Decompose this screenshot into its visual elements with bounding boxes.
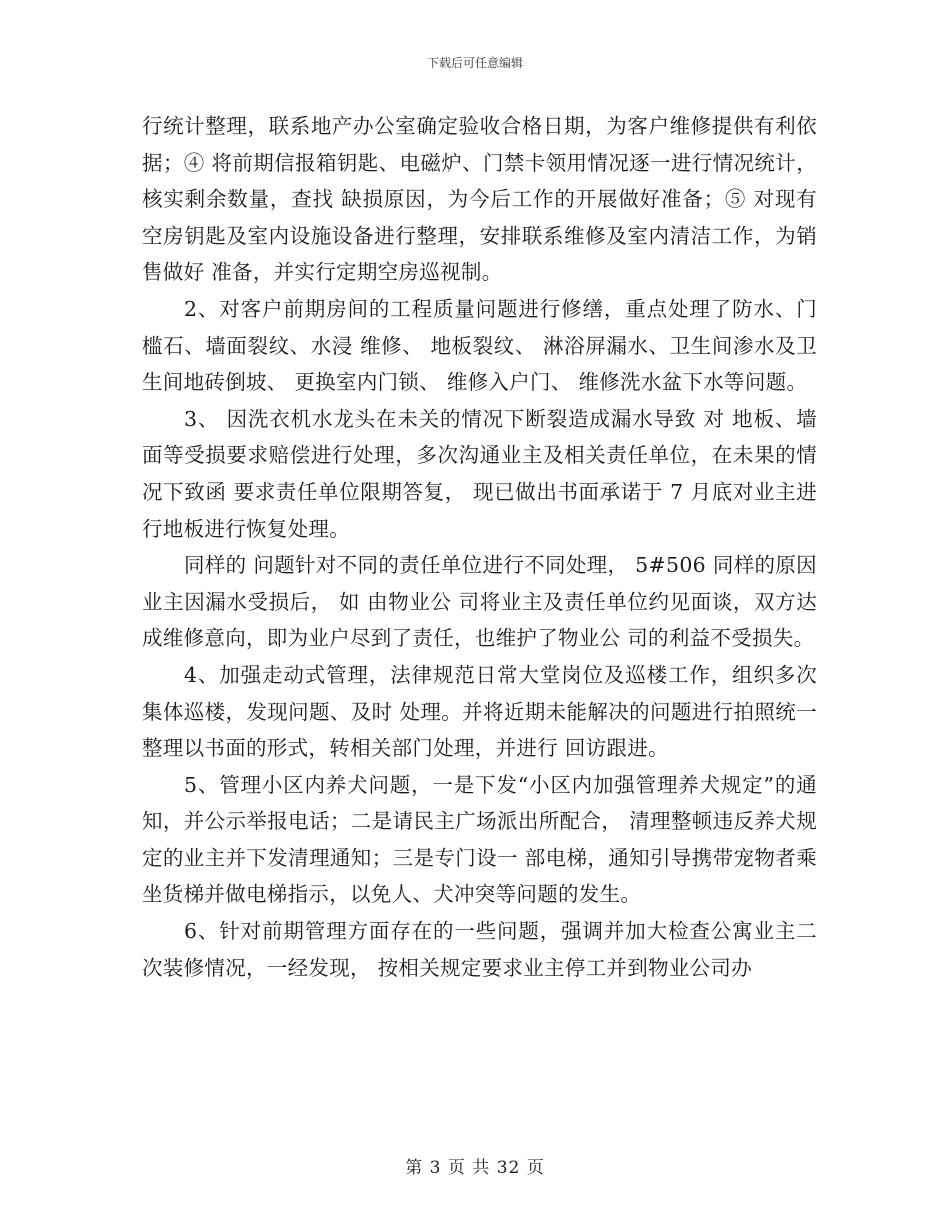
document-body [142, 108, 817, 986]
paragraph-5: 4、加强走动式管理，法律规范日常大堂岗位及巡楼工作，组织多次集体巡楼，发现问题、及时 处理。并将近期未能解决的问题进行拍照统一整理以书面的形式，转相关部门处理，并进行 回访跟进。 [142, 662, 817, 761]
paragraph-4: 同样的 问题针对不同的责任单位进行不同处理， 5#506 同样的原因业主因漏水受损后， 如 由物业公 司将业主及责任单位约见面谈，双方达成维修意向，即为业户尽到了责任，也维护了物业公 司的利益不受损失。 [142, 553, 817, 651]
paragraph-3: 3、 因洗衣机水龙头在未关的情况下断裂造成漏水导致 对 地板、墙面等受损要求赔偿进行处理，多次沟通业主及相关责任单位，在未果的情况下致函 要求责任单位限期答复， 现已做出书面承诺于 7 月底对业主进行地板进行恢复处理。 [142, 406, 817, 541]
page-header-note: 下载后可任意编辑 [426, 56, 523, 70]
paragraph-7: 6、针对前期管理方面存在的一些问题，强调并加大检查公寓业主二次装修情况，一经发现， 按相关规定要求业主停工并到物业公司办 [142, 919, 817, 980]
paragraph-2: 2、对客户前期房间的工程质量问题进行修缮，重点处理了防水、门槛石、墙面裂纹、水浸 维修、 地板裂纹、 淋浴屏漏水、卫生间渗水及卫生间地砖倒坡、 更换室内门锁、 维修入户门、 维修洗水盆下水等问题。 [142, 296, 817, 395]
paragraph-1: 行统计整理，联系地产办公室确定验收合格日期，为客户维修提供有利依据；④ 将前期信报箱钥匙、电磁炉、门禁卡领用情况逐一进行情况统计，核实剩余数量，查找 缺损原因，为今后工作的开展做好准备；⑤ 对现有空房钥匙及室内设施设备进行整理，安排联系维修及室内清洁工作，为销售做好 准备，并实行定期空房巡视制。 [142, 114, 817, 285]
paragraph-6: 5、管理小区内养犬问题，一是下发“小区内加强管理养犬规定”的通知，并公示举报电话；二是请民主广场派出所配合， 清理整顿违反养犬规定的业主并下发清理通知；三是专门设一 部电梯，通知引导携带宠物者乘坐货梯并做电梯指示，以免人、犬冲突等问题的发生。 [142, 772, 817, 907]
page-number: 第 3 页 共 32 页 [405, 1158, 545, 1178]
